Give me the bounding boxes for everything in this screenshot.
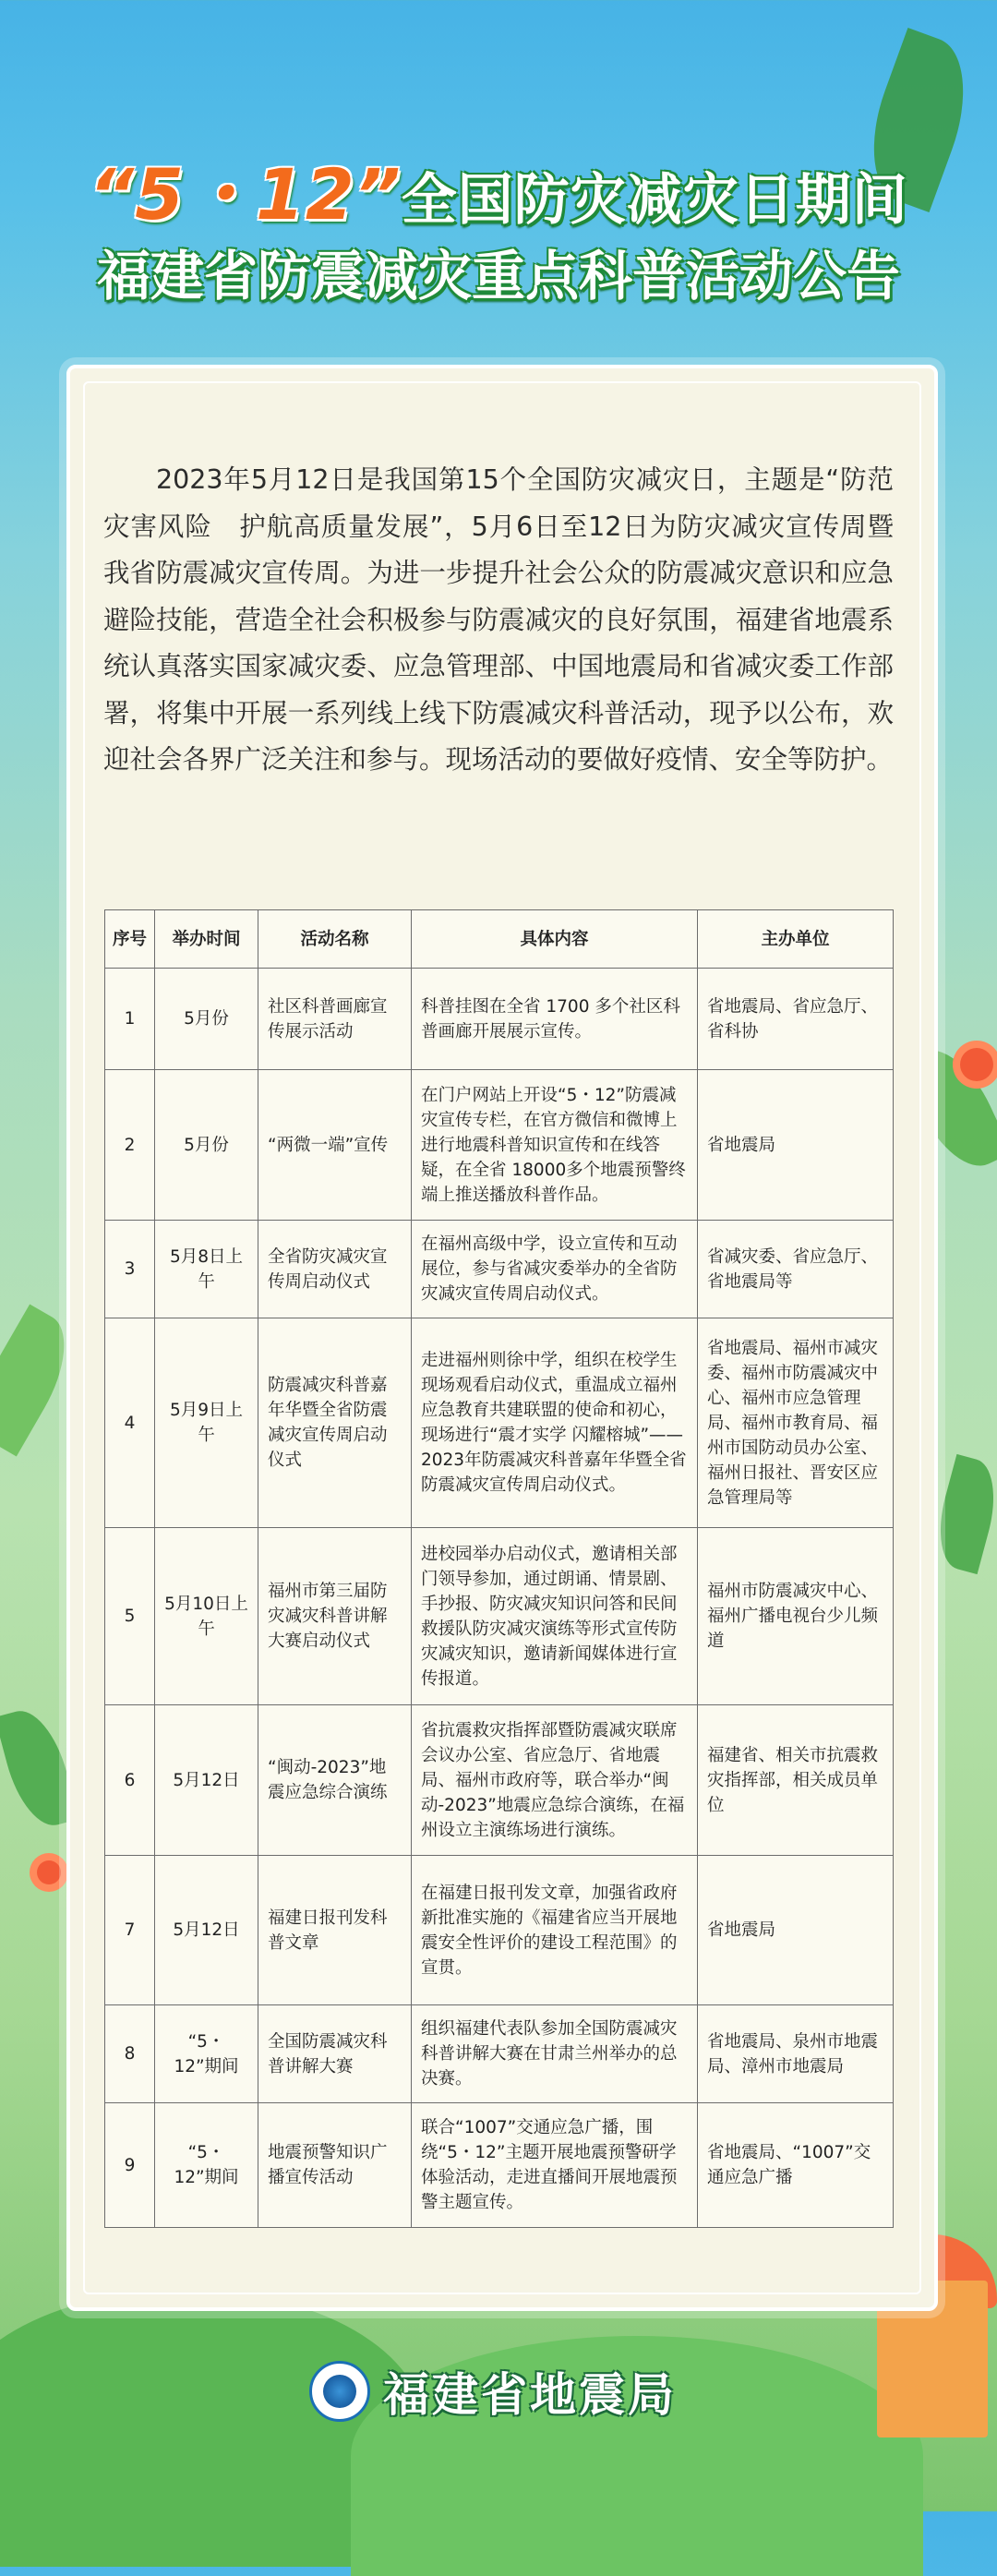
row-no: 7 [105, 1856, 155, 2005]
footer-brand [309, 2359, 677, 2424]
row-name: 地震预警知识广播宣传活动 [258, 2103, 412, 2228]
row-content: 组织福建代表队参加全国防震减灾科普讲解大赛在甘肃兰州举办的总决赛。 [412, 2005, 698, 2103]
row-no: 4 [105, 1318, 155, 1528]
row-name: 全国防震减灾科普讲解大赛 [258, 2005, 412, 2103]
row-name: 社区科普画廊宣传展示活动 [258, 969, 412, 1070]
row-org: 省地震局、省应急厅、省科协 [698, 969, 894, 1070]
row-no: 9 [105, 2103, 155, 2228]
row-time: “5・12”期间 [155, 2005, 258, 2103]
row-time: 5月9日上午 [155, 1318, 258, 1528]
row-org: 福建省、相关市抗震救灾指挥部，相关成员单位 [698, 1705, 894, 1856]
row-content: 联合“1007”交通应急广播，围绕“5・12”主题开展地震预警研学体验活动，走进直播间开展地震预警主题宣传。 [412, 2103, 698, 2228]
row-time: 5月份 [155, 969, 258, 1070]
footer-org-name: 福建省地震局 [383, 2368, 677, 2422]
row-org: 省地震局、泉州市地震局、漳州市地震局 [698, 2005, 894, 2103]
row-name: 福建日报刊发科普文章 [258, 1856, 412, 2005]
table-row [105, 1070, 894, 1221]
row-content: 进校园举办启动仪式，邀请相关部门领导参加，通过朗诵、情景剧、手抄报、防灾减灾知识问答和民间救援队防灾减灾演练等形式宣传防灾减灾知识，邀请新闻媒体进行宣传报道。 [412, 1528, 698, 1705]
row-no: 8 [105, 2005, 155, 2103]
header-no: 序号 [105, 910, 155, 969]
intro-paragraph: 2023年5月12日是我国第15个全国防灾减灾日，主题是“防范灾害风险 护航高质量发展”，5月6日至12日为防灾减灾宣传周暨我省防震减灾宣传周。为进一步提升社会公众的防震减灾意识和应急避险技能，营造全社会积极参与防震减灾的良好氛围，福建省地震系统认真落实国家减灾委、应急管理部、中国地震局和省减灾委工作部署，将集中开展一系列线上线下防震减灾科普活动，现予以公布，欢迎社会各界广泛关注和参与。现场活动的要做好疫情、安全等防护。 [103, 464, 894, 775]
row-org: 省地震局、“1007”交通应急广播 [698, 2103, 894, 2228]
header-content: 具体内容 [412, 910, 698, 969]
flower-decoration [37, 1860, 61, 1884]
table-row [105, 1705, 894, 1856]
header-time: 举办时间 [155, 910, 258, 969]
row-no: 6 [105, 1705, 155, 1856]
row-time: 5月8日上午 [155, 1221, 258, 1318]
flower-decoration [960, 1048, 993, 1081]
row-name: “两微一端”宣传 [258, 1070, 412, 1221]
seismological-bureau-emblem-icon [309, 2361, 370, 2422]
activity-table [104, 909, 894, 2228]
header-org: 主办单位 [698, 910, 894, 969]
row-time: 5月12日 [155, 1705, 258, 1856]
title-line-1: “5・12”全国防灾减灾日期间 [89, 153, 908, 235]
row-time: 5月12日 [155, 1856, 258, 2005]
table-row [105, 1318, 894, 1528]
row-content: 在门户网站上开设“5・12”防震减灾宣传专栏，在官方微信和微博上进行地震科普知识宣传和在线答疑，在全省 18000多个地震预警终端上推送播放科普作品。 [412, 1070, 698, 1221]
table-row [105, 2005, 894, 2103]
row-org: 省地震局 [698, 1070, 894, 1221]
row-content: 在福州高级中学，设立宣传和互动展位，参与省减灾委举办的全省防灾减灾宣传周启动仪式。 [412, 1221, 698, 1318]
row-org: 省地震局 [698, 1856, 894, 2005]
row-name: “闽动-2023”地震应急综合演练 [258, 1705, 412, 1856]
table-row [105, 969, 894, 1070]
row-no: 3 [105, 1221, 155, 1318]
table-row [105, 2103, 894, 2228]
row-no: 5 [105, 1528, 155, 1705]
table-row [105, 1221, 894, 1318]
leaf-decoration [928, 1454, 997, 1574]
header-name: 活动名称 [258, 910, 412, 969]
row-content: 走进福州则徐中学，组织在校学生现场观看启动仪式，重温成立福州应急教育共建联盟的使命和初心，现场进行“震才实学 闪耀榕城”——2023年防震减灾科普嘉年华暨全省防震减灾宣传周启动仪式。 [412, 1318, 698, 1528]
row-name: 防震减灾科普嘉年华暨全省防震减灾宣传周启动仪式 [258, 1318, 412, 1528]
date-highlight: “5・12” [89, 153, 402, 235]
table-row [105, 1528, 894, 1705]
row-time: “5・12”期间 [155, 2103, 258, 2228]
row-time: 5月10日上午 [155, 1528, 258, 1705]
row-org: 省地震局、福州市减灾委、福州市防震减灾中心、福州市应急管理局、福州市教育局、福州市国防动员办公室、福州日报社、晋安区应急管理局等 [698, 1318, 894, 1528]
row-name: 福州市第三届防灾减灾科普讲解大赛启动仪式 [258, 1528, 412, 1705]
row-time: 5月份 [155, 1070, 258, 1221]
row-content: 科普挂图在全省 1700 多个社区科普画廊开展展示宣传。 [412, 969, 698, 1070]
title-line-2: 福建省防震减灾重点科普活动公告 [96, 245, 900, 307]
row-content: 省抗震救灾指挥部暨防震减灾联席会议办公室、省应急厅、省地震局、福州市政府等，联合举办“闽动-2023”地震应急综合演练，在福州设立主演练场进行演练。 [412, 1705, 698, 1856]
row-org: 福州市防震减灾中心、福州广播电视台少儿频道 [698, 1528, 894, 1705]
table-header-row [105, 910, 894, 969]
row-no: 1 [105, 969, 155, 1070]
row-no: 2 [105, 1070, 155, 1221]
table-row [105, 1856, 894, 2005]
row-org: 省减灾委、省应急厅、省地震局等 [698, 1221, 894, 1318]
row-content: 在福建日报刊发文章，加强省政府新批准实施的《福建省应当开展地震安全性评价的建设工程范围》的宣贯。 [412, 1856, 698, 2005]
row-name: 全省防灾减灾宣传周启动仪式 [258, 1221, 412, 1318]
